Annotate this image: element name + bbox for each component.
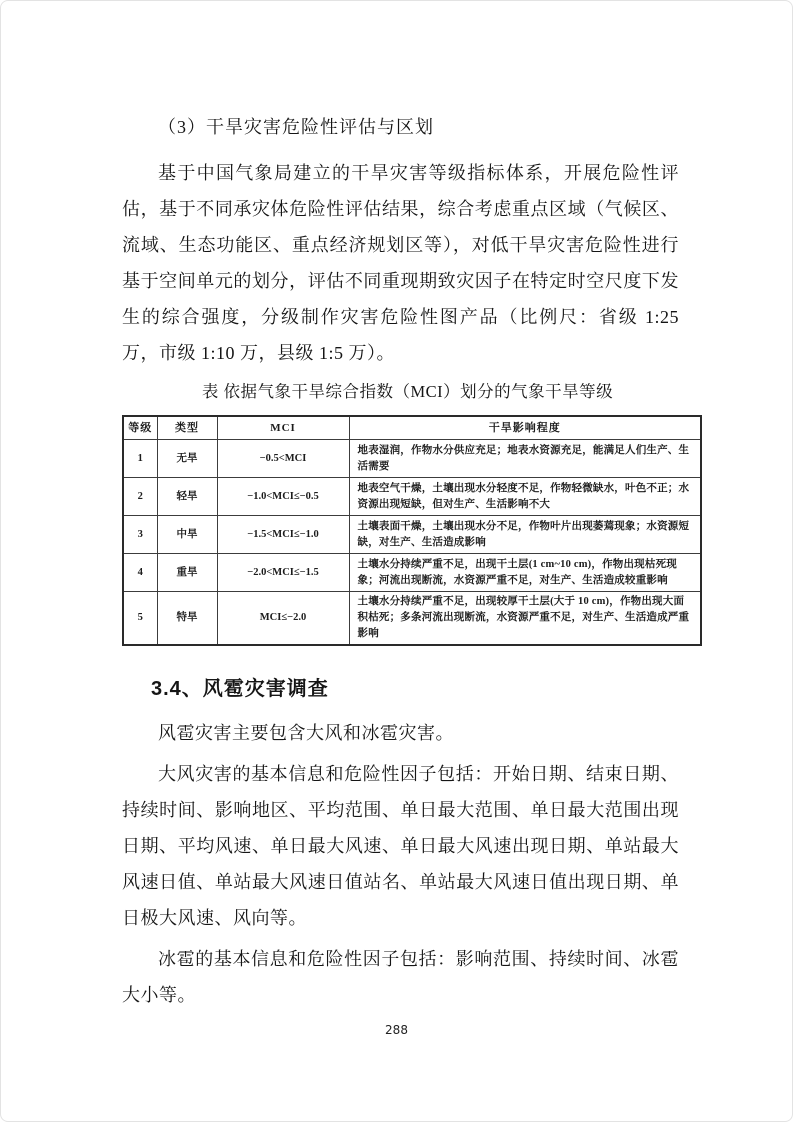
drought-grade-table <box>122 415 702 646</box>
cell-mci: MCI≤−2.0 <box>217 592 349 646</box>
cell-type: 中旱 <box>157 516 217 554</box>
cell-impact: 土壤水分持续严重不足，出现较厚干土层(大于 10 cm)，作物出现大面积枯死；多条河流出现断流，水资源严重不足，对生产、生活造成严重影响 <box>349 592 701 646</box>
subsection-heading: （3）干旱灾害危险性评估与区划 <box>158 117 434 137</box>
column-header-impact: 干旱影响程度 <box>349 416 701 440</box>
table-header-row <box>123 416 701 440</box>
cell-impact: 土壤水分持续严重不足，出现干土层(1 cm~10 cm)，作物出现枯死现象；河流出现断流，水资源严重不足，对生产、生活造成较重影响 <box>349 554 701 592</box>
table-row <box>123 440 701 478</box>
cell-impact: 地表空气干燥，土壤出现水分轻度不足，作物轻微缺水，叶色不正；水资源出现短缺，但对生产、生活影响不大 <box>349 478 701 516</box>
cell-type: 特旱 <box>157 592 217 646</box>
table-row <box>123 554 701 592</box>
paragraph-windhail-intro: 风雹灾害主要包含大风和冰雹灾害。 <box>158 723 454 743</box>
table-row <box>123 478 701 516</box>
cell-mci: −1.5<MCI≤−1.0 <box>217 516 349 554</box>
cell-mci: −2.0<MCI≤−1.5 <box>217 554 349 592</box>
table-row <box>123 592 701 646</box>
cell-impact: 地表湿润，作物水分供应充足；地表水资源充足，能满足人们生产、生活需要 <box>349 440 701 478</box>
cell-type: 无旱 <box>157 440 217 478</box>
cell-type: 轻旱 <box>157 478 217 516</box>
table-caption: 表 依据气象干旱综合指数（MCI）划分的气象干旱等级 <box>201 382 614 401</box>
cell-impact: 土壤表面干燥，土壤出现水分不足，作物叶片出现萎蔫现象；水资源短缺，对生产、生活造成影响 <box>349 516 701 554</box>
cell-grade: 5 <box>123 592 157 646</box>
column-header-grade: 等级 <box>123 416 157 440</box>
column-header-mci: MCI <box>217 416 349 440</box>
paragraph-hail-factors: 冰雹的基本信息和危险性因子包括：影响范围、持续时间、冰雹大小等。 <box>122 949 679 1005</box>
paragraph-gale-factors: 大风灾害的基本信息和危险性因子包括：开始日期、结束日期、持续时间、影响地区、平均范围、单日最大范围、单日最大范围出现日期、平均风速、单日最大风速、单日最大风速出现日期、单站最大风速日值、单站最大风速日值站名、单站最大风速日值出现日期、单日极大风速、风向等。 <box>122 764 679 928</box>
cell-grade: 3 <box>123 516 157 554</box>
cell-grade: 1 <box>123 440 157 478</box>
paragraph-drought-assessment: 基于中国气象局建立的干旱灾害等级指标体系，开展危险性评估，基于不同承灾体危险性评估结果，综合考虑重点区域（气候区、流域、生态功能区、重点经济规划区等），对低干旱灾害危险性进行基于空间单元的划分，评估不同重现期致灾因子在特定时空尺度下发生的综合强度，分级制作灾害危险性图产品（比例尺：省级 1:25 万，市级 1:10 万，县级 1:5 万）。 <box>122 163 679 363</box>
cell-grade: 2 <box>123 478 157 516</box>
cell-grade: 4 <box>123 554 157 592</box>
cell-mci: −0.5<MCI <box>217 440 349 478</box>
page-content <box>122 1 690 1013</box>
cell-type: 重旱 <box>157 554 217 592</box>
column-header-type: 类型 <box>157 416 217 440</box>
table-row <box>123 516 701 554</box>
section-heading-3-4: 3.4、风雹灾害调查 <box>151 678 329 700</box>
drought-grade-table-wrapper <box>122 415 700 646</box>
cell-mci: −1.0<MCI≤−0.5 <box>217 478 349 516</box>
page-number: 288 <box>385 1023 408 1037</box>
